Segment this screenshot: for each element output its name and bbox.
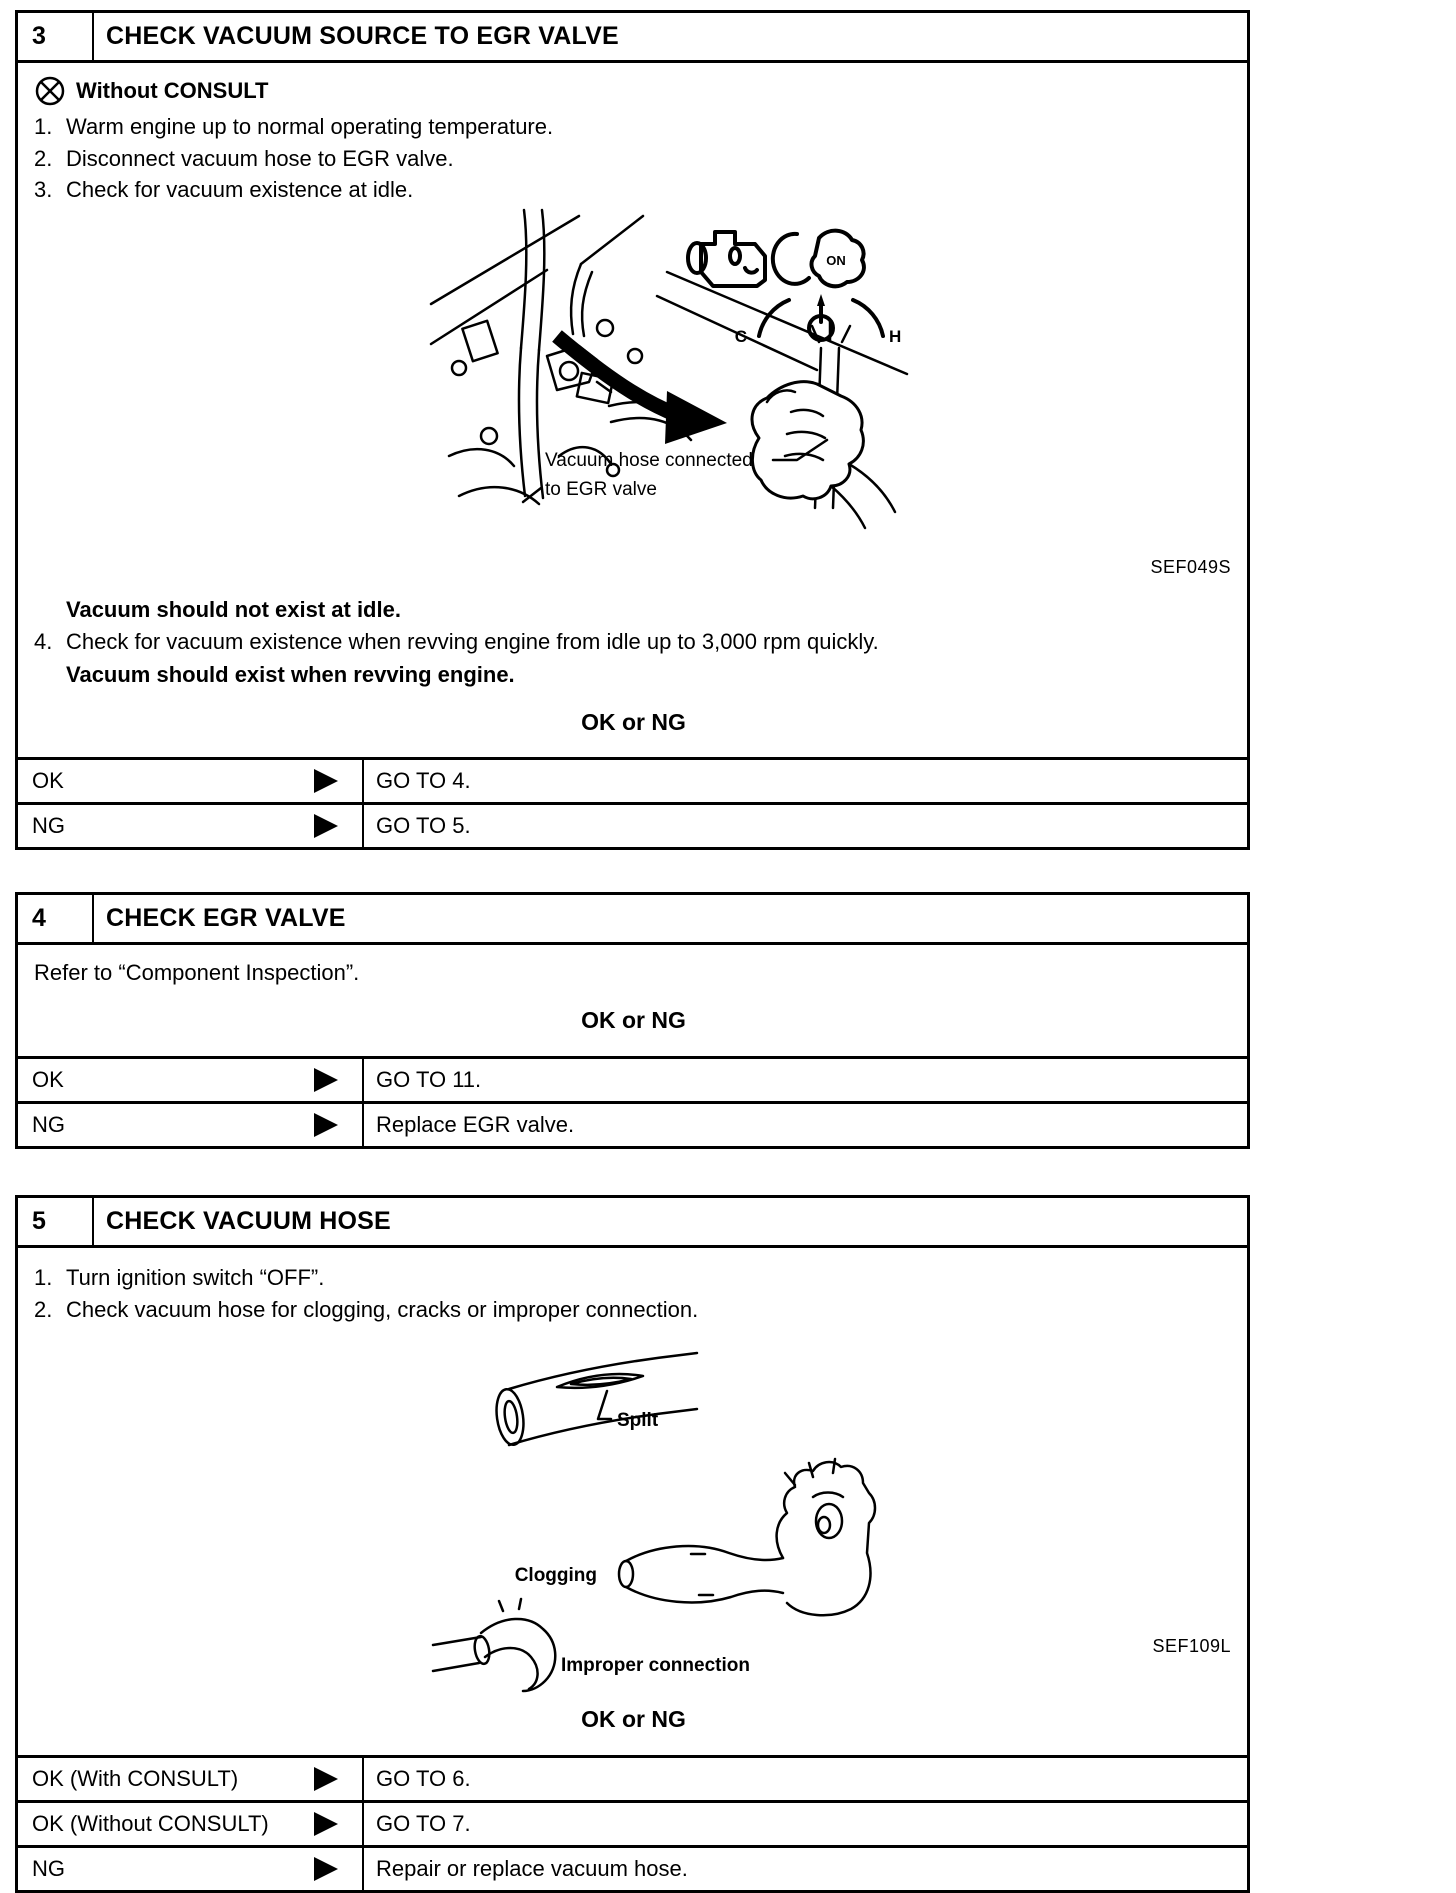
- engine-vacuum-figure: [34, 208, 1233, 590]
- spec-note: Vacuum should not exist at idle.: [66, 596, 401, 622]
- ignition-on-icon: [773, 230, 864, 286]
- step-item-num: 2.: [34, 1296, 53, 1322]
- consult-mode-label: Without CONSULT: [76, 77, 269, 103]
- procedure-box-3: [15, 10, 1250, 850]
- engine-icon: [688, 232, 765, 286]
- decision-row: [18, 1059, 1247, 1101]
- condition-label: NG: [32, 1111, 65, 1137]
- condition-label: OK: [32, 768, 64, 794]
- figure-code: SEF109L: [1152, 1636, 1231, 1657]
- procedure-title: CHECK VACUUM SOURCE TO EGR VALVE: [106, 22, 619, 50]
- step-item-text: Disconnect vacuum hose to EGR valve.: [66, 145, 454, 171]
- result-arrow-icon: [314, 1812, 338, 1836]
- decision-row: [18, 1845, 1247, 1890]
- split-hose-line-art: [493, 1353, 697, 1447]
- step-item: [34, 1264, 1233, 1293]
- figure-callout-line1: Vacuum hose connected: [545, 449, 753, 471]
- decision-action: GO TO 5.: [376, 813, 471, 839]
- step-item: [34, 1296, 1233, 1325]
- procedure-title: CHECK VACUUM HOSE: [106, 1206, 391, 1235]
- decision-row: [18, 1758, 1247, 1800]
- procedure-body: [18, 63, 1247, 737]
- condition-label: OK: [32, 1066, 64, 1092]
- body-text: Refer to “Component Inspection”.: [34, 960, 360, 986]
- decision-table: [18, 1056, 1247, 1146]
- decision-action: Replace EGR valve.: [376, 1111, 575, 1137]
- clogged-hose-line-art: [619, 1546, 783, 1602]
- procedure-header: [18, 13, 1247, 63]
- step-item-num: 4.: [34, 629, 53, 655]
- step-item-num: 3.: [34, 177, 53, 203]
- step-item: [34, 113, 1233, 142]
- step-number: 3: [18, 13, 94, 60]
- decision-condition: [18, 1848, 364, 1890]
- engine-vacuum-illustration: [429, 208, 909, 588]
- result-arrow-icon: [314, 1068, 338, 1092]
- result-arrow-icon: [314, 1767, 338, 1791]
- decision-action: GO TO 6.: [376, 1766, 471, 1792]
- decision-action: GO TO 4.: [376, 768, 471, 794]
- result-arrow-icon: [314, 1857, 338, 1881]
- clogging-label: Clogging: [514, 1565, 597, 1587]
- condition-label: OK (Without CONSULT): [32, 1811, 269, 1837]
- condition-label: NG: [32, 813, 65, 839]
- decision-heading: OK or NG: [581, 708, 686, 735]
- improper-connection-line-art: [433, 1599, 555, 1691]
- decision-condition: [18, 1803, 364, 1845]
- step-number: 5: [18, 1198, 94, 1245]
- spec-note: Vacuum should exist when revving engine.: [66, 661, 515, 687]
- decision-table: [18, 1755, 1247, 1890]
- split-label: Split: [617, 1410, 659, 1432]
- decision-condition: [18, 760, 364, 802]
- step-item-text: Check for vacuum existence when revving engine from idle up to 3,000 rpm quickly.: [66, 629, 879, 655]
- without-consult-icon: [34, 75, 66, 107]
- consult-mode-line: [34, 75, 1233, 107]
- procedure-title: CHECK EGR VALVE: [106, 904, 346, 933]
- decision-condition: [18, 1059, 364, 1101]
- step-item-num: 2.: [34, 145, 53, 171]
- condition-label: NG: [32, 1856, 65, 1882]
- decision-condition: [18, 1758, 364, 1800]
- decision-row: [18, 760, 1247, 802]
- step-item-text: Turn ignition switch “OFF”.: [66, 1264, 325, 1290]
- decision-action: GO TO 7.: [376, 1811, 471, 1837]
- step-item-text: Check for vacuum existence at idle.: [66, 177, 414, 203]
- improper-connection-label: Improper connection: [561, 1655, 750, 1677]
- step-item: [34, 628, 1233, 657]
- step-item-num: 1.: [34, 1264, 53, 1290]
- figure-code: SEF049S: [1150, 557, 1231, 578]
- decision-row: [18, 802, 1247, 847]
- temp-gauge-icon: [759, 294, 883, 340]
- blowing-face-line-art: [777, 1459, 875, 1615]
- procedure-body: [18, 945, 1247, 1035]
- decision-row: [18, 1101, 1247, 1146]
- condition-label: OK (With CONSULT): [32, 1766, 239, 1792]
- gauge-cold-label: C: [734, 326, 747, 346]
- step-item: [34, 145, 1233, 174]
- step-item-text: Warm engine up to normal operating temperature.: [66, 114, 554, 139]
- decision-condition: [18, 805, 364, 847]
- gauge-hot-label: H: [889, 326, 902, 346]
- decision-heading: OK or NG: [581, 1007, 686, 1034]
- step-number: 4: [18, 895, 94, 942]
- decision-action: Repair or replace vacuum hose.: [376, 1856, 688, 1882]
- procedure-header: [18, 895, 1247, 945]
- procedure-header: [18, 1198, 1247, 1248]
- vacuum-hose-figure: [34, 1327, 1233, 1699]
- result-arrow-icon: [314, 769, 338, 793]
- decision-row: [18, 1800, 1247, 1845]
- result-arrow-icon: [314, 1113, 338, 1137]
- step-item: [34, 176, 1233, 205]
- step-item-text: Check vacuum hose for clogging, cracks or improper connection.: [66, 1296, 699, 1322]
- decision-condition: [18, 1104, 364, 1146]
- procedure-box-5: [15, 1195, 1250, 1893]
- vacuum-hose-illustration: [429, 1327, 909, 1699]
- procedure-box-4: [15, 892, 1250, 1148]
- result-arrow-icon: [314, 814, 338, 838]
- procedure-body: [18, 1248, 1247, 1735]
- decision-table: [18, 757, 1247, 847]
- decision-heading: OK or NG: [581, 1706, 686, 1733]
- figure-callout-line2: to EGR valve: [545, 478, 657, 500]
- ignition-on-label: ON: [826, 252, 846, 268]
- decision-action: GO TO 11.: [376, 1066, 482, 1092]
- step-item-num: 1.: [34, 114, 53, 139]
